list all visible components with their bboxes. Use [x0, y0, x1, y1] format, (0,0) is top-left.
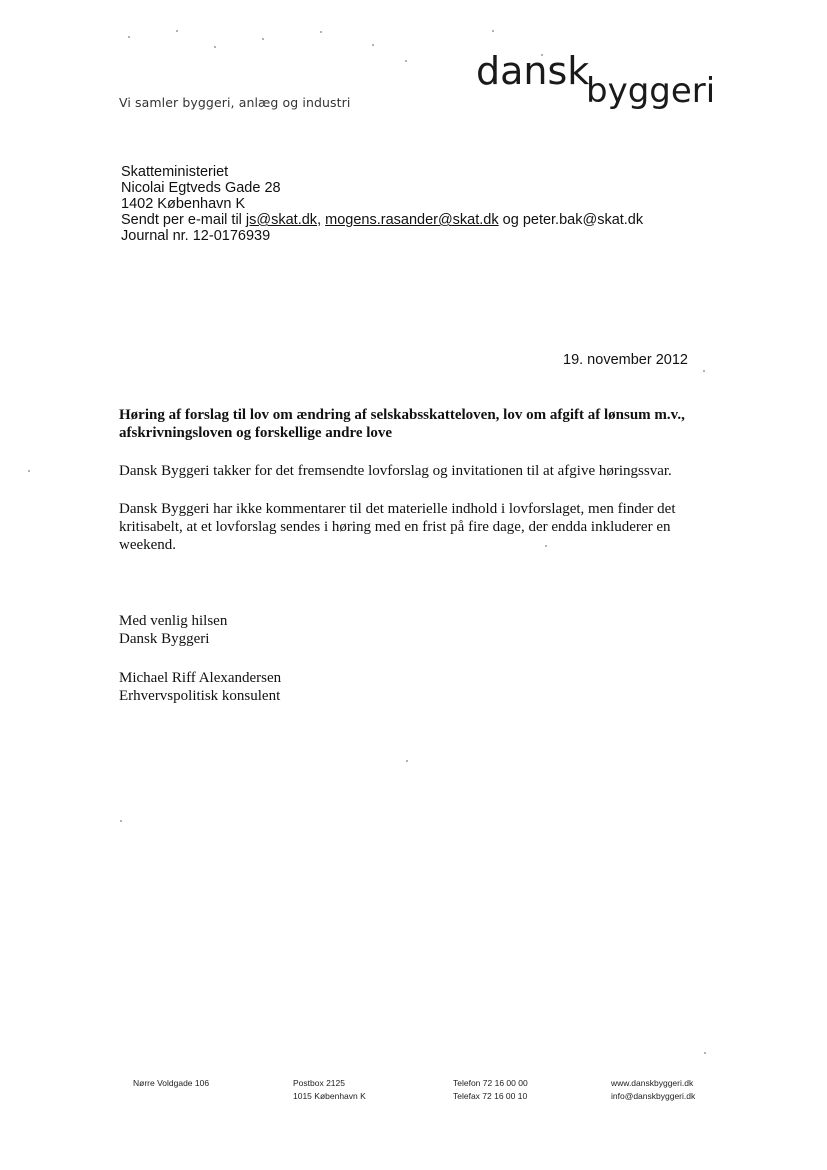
scan-speck	[320, 31, 322, 33]
footer-postcity: 1015 København K	[293, 1091, 366, 1101]
email-joiner: og	[498, 212, 523, 228]
footer-web: www.danskbyggeri.dk	[611, 1078, 694, 1088]
closing-greeting: Med venlig hilsen	[119, 613, 228, 629]
recipient-name: Skatteministeriet	[121, 164, 229, 180]
letter-paragraph-1: Dansk Byggeri takker for det fremsendte lovforslag og invitationen til at afgive høringssvar.	[119, 463, 672, 479]
footer-address-column	[133, 1077, 209, 1090]
journal-number: Journal nr. 12-0176939	[121, 228, 271, 244]
footer-web-column	[611, 1077, 695, 1103]
scan-speck	[703, 370, 705, 372]
letter-subject: Høring af forslag til lov om ændring af selskabsskatteloven, lov om afgift af lønsum m.v., afskrivningsloven og forskellige andre love	[119, 407, 685, 441]
footer-email: info@danskbyggeri.dk	[611, 1091, 696, 1101]
signer-name: Michael Riff Alexandersen	[119, 670, 282, 686]
scan-speck	[176, 30, 178, 32]
scan-speck	[492, 30, 494, 32]
email-link-mogens[interactable]: mogens.rasander@skat.dk	[325, 212, 499, 228]
email-peter: peter.bak@skat.dk	[522, 212, 644, 228]
logo-word-byggeri: byggeri	[586, 71, 716, 111]
email-separator: ,	[317, 212, 326, 228]
logo-word-dansk: dansk	[476, 49, 590, 93]
scan-speck	[262, 38, 264, 40]
footer-phone-column	[453, 1077, 528, 1103]
email-link-js[interactable]: js@skat.dk	[245, 212, 318, 228]
scan-speck	[120, 820, 122, 822]
recipient-street: Nicolai Egtveds Gade 28	[121, 180, 281, 196]
letter-date: 19. november 2012	[563, 352, 688, 368]
signature-block	[119, 669, 729, 705]
dansk-byggeri-logo	[470, 48, 732, 118]
closing-organization: Dansk Byggeri	[119, 631, 210, 647]
footer-postbox-column	[293, 1077, 366, 1103]
company-tagline: Vi samler byggeri, anlæg og industri	[119, 95, 351, 110]
scan-speck	[128, 36, 130, 38]
recipient-address	[121, 164, 643, 244]
footer-postbox: Postbox 2125	[293, 1078, 345, 1088]
footer-fax: Telefax 72 16 00 10	[453, 1091, 528, 1101]
footer-phone: Telefon 72 16 00 00	[453, 1078, 528, 1088]
recipient-email-line	[121, 212, 643, 228]
scan-speck	[28, 470, 30, 472]
signer-title: Erhvervspolitisk konsulent	[119, 688, 281, 704]
scan-speck	[372, 44, 374, 46]
scan-speck	[406, 760, 408, 762]
footer-street: Nørre Voldgade 106	[133, 1078, 210, 1088]
recipient-city: 1402 København K	[121, 196, 246, 212]
letter-paragraph-2: Dansk Byggeri har ikke kommentarer til det materielle indhold i lovforslaget, men finder det kritisabelt, at et lovforslag sendes i høring med en frist på fire dage, der endda inkluderer en weekend.	[119, 501, 676, 553]
scan-speck	[214, 46, 216, 48]
scan-speck	[405, 60, 407, 62]
letter-closing	[119, 612, 729, 648]
email-prefix: Sendt per e-mail til	[121, 212, 246, 228]
scan-speck	[704, 1052, 706, 1054]
